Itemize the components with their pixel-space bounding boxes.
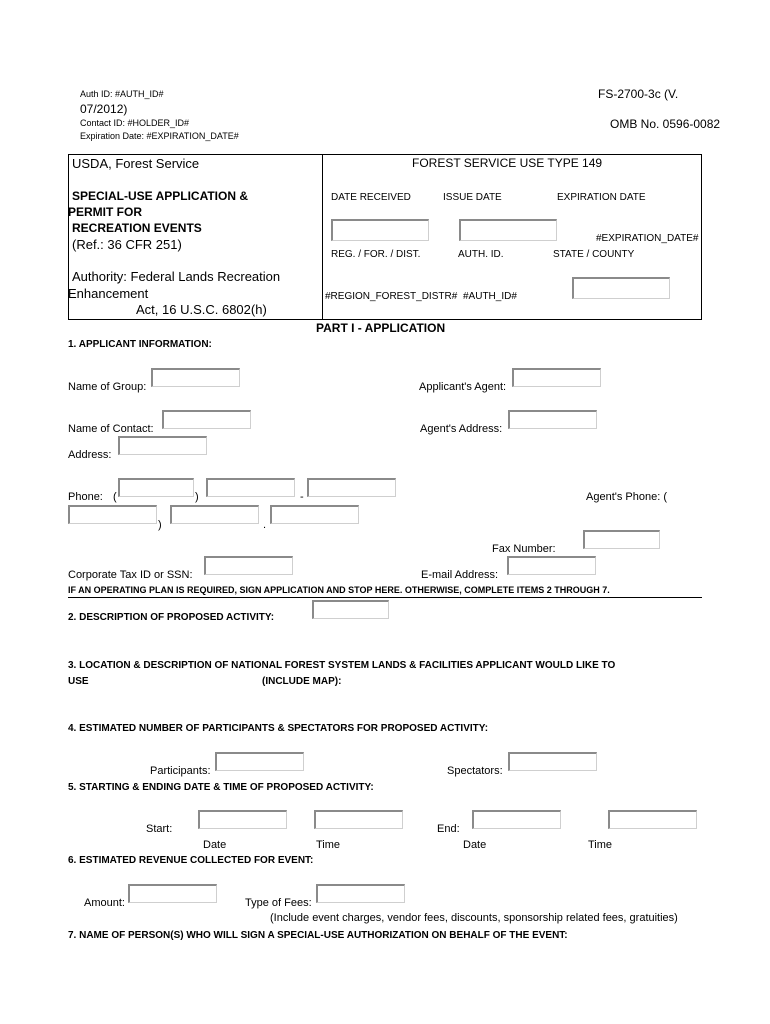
auth-id-text: Auth ID: #AUTH_ID# bbox=[80, 89, 164, 99]
contact-name-label: Name of Contact: bbox=[68, 423, 154, 435]
agent-phone-dot: . bbox=[263, 519, 267, 531]
activity-description-field[interactable] bbox=[312, 600, 389, 619]
agent-address-label: Agent's Address: bbox=[420, 423, 503, 435]
issue-date-label: ISSUE DATE bbox=[443, 192, 502, 203]
corporate-tax-field[interactable] bbox=[204, 556, 293, 575]
participants-label: Participants: bbox=[150, 765, 211, 777]
form-title-line2: PERMIT FOR bbox=[68, 205, 142, 219]
title-box-divider bbox=[322, 154, 323, 320]
operating-plan-notice: IF AN OPERATING PLAN IS REQUIRED, SIGN APPLICATION AND STOP HERE. OTHERWISE, COMPLETE ITEMS 2 THROUGH 7. bbox=[68, 585, 610, 595]
use-type: FOREST SERVICE USE TYPE 149 bbox=[412, 156, 603, 170]
part-1-heading: PART I - APPLICATION bbox=[316, 321, 446, 335]
date-received-field[interactable] bbox=[331, 219, 429, 241]
form-reference: (Ref.: 36 CFR 251) bbox=[72, 237, 182, 252]
end-label: End: bbox=[437, 823, 460, 835]
section-3-heading-map: (INCLUDE MAP): bbox=[262, 676, 342, 687]
form-version-date: 07/2012) bbox=[80, 102, 128, 116]
contact-name-field[interactable] bbox=[162, 410, 251, 429]
region-forest-value: #REGION_FOREST_DISTR# bbox=[325, 291, 458, 302]
reg-for-dist-label: REG. / FOR. / DIST. bbox=[331, 249, 421, 260]
auth-id-label: AUTH. ID. bbox=[458, 249, 504, 260]
fees-note: (Include event charges, vendor fees, discounts, sponsorship related fees, gratuities) bbox=[270, 912, 678, 924]
spectators-field[interactable] bbox=[508, 752, 597, 771]
agent-phone-area-code-field[interactable] bbox=[68, 505, 157, 524]
end-date-caption: Date bbox=[463, 839, 487, 851]
start-date-caption: Date bbox=[203, 839, 227, 851]
participants-field[interactable] bbox=[215, 752, 304, 771]
address-label: Address: bbox=[68, 449, 112, 461]
date-received-label: DATE RECEIVED bbox=[331, 192, 411, 203]
phone-paren-open: ( bbox=[113, 491, 117, 503]
section-3-heading-line1: 3. LOCATION & DESCRIPTION OF NATIONAL FOREST SYSTEM LANDS & FACILITIES APPLICANT WOULD LIKE TO bbox=[68, 660, 616, 671]
start-date-field[interactable] bbox=[198, 810, 287, 829]
address-field[interactable] bbox=[118, 436, 207, 455]
start-time-field[interactable] bbox=[314, 810, 403, 829]
authority-line3: Act, 16 U.S.C. 6802(h) bbox=[136, 302, 267, 317]
end-date-field[interactable] bbox=[472, 810, 561, 829]
section-3-heading-use: USE bbox=[68, 676, 89, 687]
section-7-heading: 7. NAME OF PERSON(S) WHO WILL SIGN A SPECIAL-USE AUTHORIZATION ON BEHALF OF THE EVENT: bbox=[68, 930, 568, 941]
expiration-date-label: EXPIRATION DATE bbox=[557, 192, 646, 203]
start-time-caption: Time bbox=[316, 839, 341, 851]
agent-phone-paren-close: ) bbox=[158, 519, 162, 531]
agent-address-field[interactable] bbox=[508, 410, 597, 429]
state-county-field[interactable] bbox=[572, 277, 670, 299]
group-name-field[interactable] bbox=[151, 368, 240, 387]
authority-line2: Enhancement bbox=[68, 286, 149, 301]
contact-id-text: Contact ID: #HOLDER_ID# bbox=[80, 118, 190, 128]
authority-line1: Authority: Federal Lands Recreation bbox=[72, 269, 281, 284]
omb-number: OMB No. 0596-0082 bbox=[610, 117, 721, 131]
type-of-fees-field[interactable] bbox=[316, 884, 405, 903]
phone-area-code-field[interactable] bbox=[118, 478, 194, 497]
form-title-line1: SPECIAL-USE APPLICATION & bbox=[72, 189, 249, 203]
group-name-label: Name of Group: bbox=[68, 381, 147, 393]
section-6-heading: 6. ESTIMATED REVENUE COLLECTED FOR EVENT: bbox=[68, 855, 314, 866]
end-time-field[interactable] bbox=[608, 810, 697, 829]
auth-id-value: #AUTH_ID# bbox=[463, 291, 517, 302]
phone-line-field[interactable] bbox=[307, 478, 396, 497]
email-label: E-mail Address: bbox=[421, 569, 499, 581]
amount-label: Amount: bbox=[84, 897, 125, 909]
start-label: Start: bbox=[146, 823, 173, 835]
applicant-agent-label: Applicant's Agent: bbox=[419, 381, 507, 393]
issue-date-field[interactable] bbox=[459, 219, 557, 241]
section-4-heading: 4. ESTIMATED NUMBER OF PARTICIPANTS & SPECTATORS FOR PROPOSED ACTIVITY: bbox=[68, 723, 489, 734]
phone-prefix-field[interactable] bbox=[206, 478, 295, 497]
fax-number-label: Fax Number: bbox=[492, 543, 556, 555]
section-2-heading: 2. DESCRIPTION OF PROPOSED ACTIVITY: bbox=[68, 612, 275, 623]
form-number: FS-2700-3c (V. bbox=[598, 87, 679, 101]
phone-dash: - bbox=[300, 491, 304, 503]
state-county-label: STATE / COUNTY bbox=[553, 249, 635, 260]
end-time-caption: Time bbox=[588, 839, 613, 851]
section-5-heading: 5. STARTING & ENDING DATE & TIME OF PROPOSED ACTIVITY: bbox=[68, 782, 374, 793]
spectators-label: Spectators: bbox=[447, 765, 503, 777]
notice-rule bbox=[68, 597, 702, 598]
type-of-fees-label: Type of Fees: bbox=[245, 897, 312, 909]
expiration-date-value: #EXPIRATION_DATE# bbox=[596, 233, 699, 244]
corporate-tax-label: Corporate Tax ID or SSN: bbox=[68, 569, 193, 581]
agent-phone-line-field[interactable] bbox=[270, 505, 359, 524]
agent-phone-prefix-field[interactable] bbox=[170, 505, 259, 524]
phone-label: Phone: bbox=[68, 491, 103, 503]
agent-phone-label: Agent's Phone: ( bbox=[586, 491, 667, 503]
form-title-line3: RECREATION EVENTS bbox=[72, 221, 202, 235]
applicant-agent-field[interactable] bbox=[512, 368, 601, 387]
expiration-text: Expiration Date: #EXPIRATION_DATE# bbox=[80, 131, 239, 141]
fax-number-field[interactable] bbox=[583, 530, 660, 549]
agency-name: USDA, Forest Service bbox=[72, 156, 200, 171]
section-1-heading: 1. APPLICANT INFORMATION: bbox=[68, 339, 212, 350]
phone-paren-close: ) bbox=[195, 491, 199, 503]
email-field[interactable] bbox=[507, 556, 596, 575]
amount-field[interactable] bbox=[128, 884, 217, 903]
